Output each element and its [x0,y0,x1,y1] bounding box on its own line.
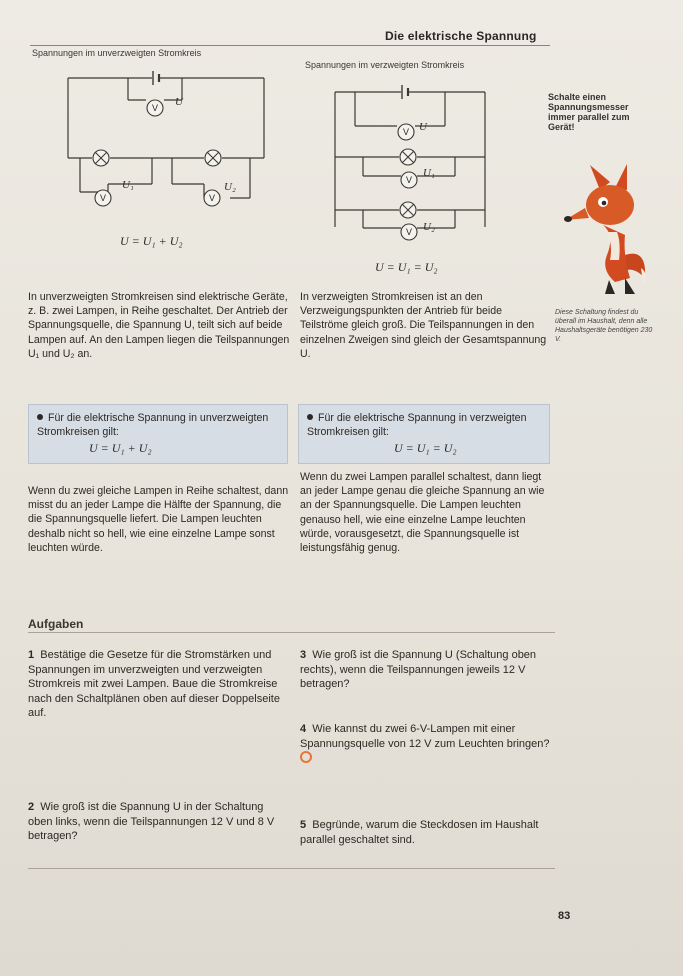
task-1 [28,648,290,721]
tasks-heading: Aufgaben [28,617,84,631]
task-5-number: 5 [300,819,307,831]
voltmeter-u2-right-label: V [406,227,413,237]
task-2-number: 2 [28,801,35,813]
task-3 [300,648,555,692]
parallel-circuit-diagram [305,72,525,267]
side-tip-title: Schalte einen Spannungsmesser immer parallel zum Gerät! [548,92,630,132]
side-tip-text: Diese Schaltung findest du überall im Haushalt, denn alle Haushaltsgeräte benötigen 230 V. [555,309,653,343]
task-5-text: Begründe, warum die Steckdosen im Haushalt parallel geschaltet sind. [300,819,539,846]
challenge-marker-icon [300,751,312,763]
task-1-number: 1 [28,649,35,661]
left-formula: U = U₁ + U₂ [120,234,183,248]
voltmeter-u2-label: V [209,193,216,203]
parallel-rule-bullet-icon [307,414,313,420]
right-symbol-u1: U₁ [423,167,435,179]
voltmeter-u-right-label: V [403,127,410,137]
series-rule-text: Für die elektrische Spannung in unverzweigten Stromkreisen gilt: [37,412,269,439]
task-3-number: 3 [300,649,307,661]
right-symbol-u2: U₂ [423,221,435,233]
lamp-2-parallel-symbol [400,202,416,218]
task-5 [300,818,555,847]
task-4 [300,722,555,767]
right-diagram-caption: Spannungen im verzweigten Stromkreis [305,60,465,70]
task-4-number: 4 [300,723,307,735]
right-formula: U = U₁ = U₂ [375,260,438,274]
right-symbol-u: U [419,121,427,133]
parallel-rule-text: Für die elektrische Spannung in verzweigten Stromkreisen gilt: [307,412,527,439]
series-circuit-diagram [28,58,293,258]
lamp-1-symbol [93,150,109,166]
series-rule-bullet-icon [37,414,43,420]
series-intro-paragraph: In unverzweigten Stromkreisen sind elektrische Geräte, z. B. zwei Lampen, in Reihe geschaltet. Der Antrieb der Spannungsquelle, die Spannung U, teilt sich auf beide Lampen auf. An den Lampen liegen die Teilspannungen U₁ und U₂ an. [28,291,290,360]
parallel-lamps-paragraph: Wenn du zwei Lampen parallel schaltest, dann liegt an jeder Lampe genau die gleiche Spannung an wie an der Spannungsquelle. Die Lampen leuchten genauso hell, wie eine einzelne Lampe leuchten würde, vorausgesetzt, die Spannungsquelle ist leistungsfähig genug. [300,471,545,555]
bottom-rule [28,868,555,869]
lamp-2-symbol [205,150,221,166]
left-diagram-caption: Spannungen im unverzweigten Stromkreis [32,48,202,58]
task-4-text: Wie kannst du zwei 6-V-Lampen mit einer Spannungsquelle von 12 V zum Leuchten bringen? [300,723,550,750]
left-symbol-u: U [175,96,183,108]
task-2 [28,800,290,844]
fox-mascot-icon [555,160,655,300]
parallel-intro-paragraph: In verzweigten Stromkreisen ist an den Verzweigungspunkten der Antrieb für beide Teilströme gleich groß. Die Teilspannungen in den einzelnen Zweigen sind gleich der Gesamtspannung U. [300,291,547,360]
series-rule-formula: U = U₁ + U₂ [89,441,152,456]
parallel-rule-box [298,404,550,464]
lamp-1-parallel-symbol [400,149,416,165]
voltmeter-u1-label: V [100,193,107,203]
task-1-text: Bestätige die Gesetze für die Stromstärken und Spannungen im unverzweigten und verzweigten Stromkreis mit zwei Lampen. Baue die Stromkreise nach den Schaltplänen oben auf dieser Doppelseite auf. [28,649,280,719]
chapter-title: Die elektrische Spannung [385,29,537,43]
parallel-rule-formula: U = U₁ = U₂ [394,441,457,456]
task-2-text: Wie groß ist die Spannung U in der Schaltung oben links, wenn die Teilspannungen 12 V und 8 V betragen? [28,801,275,842]
tasks-rule [28,632,555,633]
header-rule [30,45,550,46]
voltmeter-u-label: V [152,103,159,113]
series-lamps-paragraph: Wenn du zwei gleiche Lampen in Reihe schaltest, dann misst du an jeder Lampe die Hälfte der Spannung, die die Spannungsquelle liefert. Die Lampen leuchten deshalb nicht so hell, wie eine einzelne Lampe sonst leuchten würde. [28,485,289,554]
left-symbol-u2: U₂ [224,181,236,193]
page-number: 83 [558,910,571,922]
voltmeter-u1-right-label: V [406,175,413,185]
left-symbol-u1: U₁ [122,179,134,191]
task-3-text: Wie groß ist die Spannung U (Schaltung oben rechts), wenn die Teilspannungen jeweils 12 V betragen? [300,649,537,690]
series-rule-box [28,404,288,464]
